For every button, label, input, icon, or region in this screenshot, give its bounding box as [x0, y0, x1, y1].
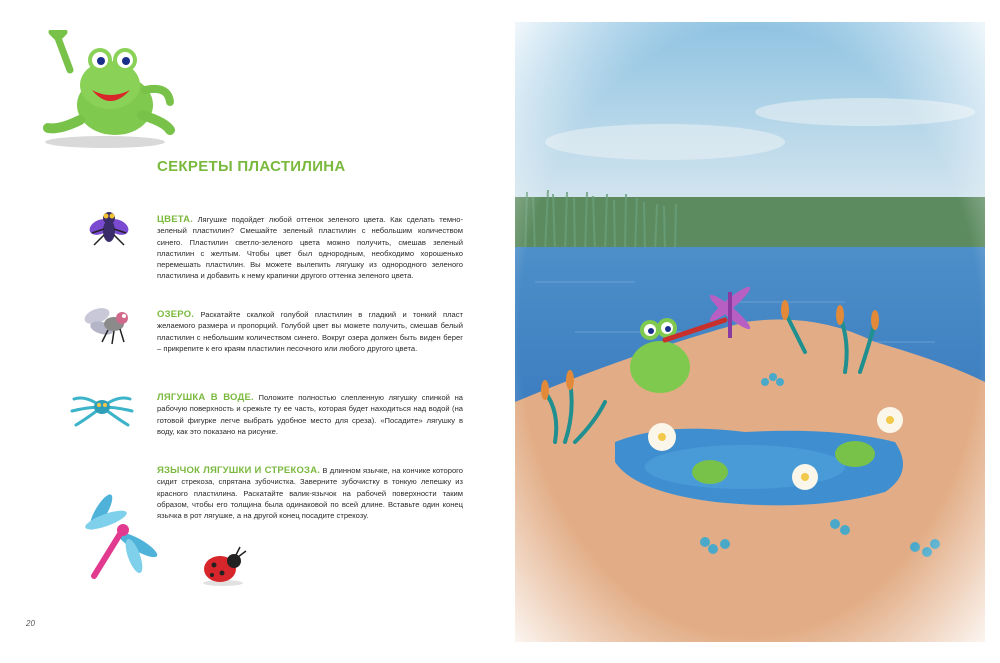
section-colors	[157, 214, 463, 282]
fly-icon	[86, 205, 132, 251]
page-number: 20	[26, 619, 35, 628]
section-lead: ЛЯГУШКА В ВОДЕ.	[157, 392, 254, 403]
plasticine-lake-photo	[515, 22, 985, 642]
section-text: Раскатайте скалкой голубой пластилин в гладкий и тонкий пласт желаемого размера и пропорций. Голубой цвет вы можете получить, смешав белый пластилин с небольшим количеством синего. Вокруг озера должен быть виден берег – прикрепите к его краям пластилин песочного или любого другого цвета.	[157, 310, 463, 353]
grey-fly-icon	[82, 298, 134, 348]
section-lead: ЦВЕТА.	[157, 214, 194, 225]
section-text: В длинном язычке, на кончике которого сидит стрекоза, спрятана зубочистка. Заверните зубочистку в тонкую лепешку из красного пластилина. Раскатайте валик-язычок на рабочей поверхности таким образом, чтобы его толщина была одинаковой по всей длине. Вставьте один конец язычка в рот лягушке, а на другой конец посадите стрекозу.	[157, 466, 463, 521]
waving-frog-illustration	[30, 30, 180, 150]
section-lead: ЯЗЫЧОК ЛЯГУШКИ И СТРЕКОЗА.	[157, 465, 321, 476]
section-lead: ОЗЕРО.	[157, 309, 195, 320]
section-text: Положите полностью слепленную лягушку спинкой на рабочую поверхность и срежьте ту ее часть, которая будет находиться над водой (на готовой фигурке легче выбрать удобное место для среза). «Посадите» лягушку в воду, как это показано на рисунке.	[157, 393, 463, 436]
section-tongue-dragonfly	[157, 465, 463, 521]
ladybug-icon	[198, 545, 248, 587]
section-frog-in-water	[157, 392, 463, 437]
section-lake	[157, 309, 463, 354]
water-spider-icon	[66, 385, 138, 431]
dragonfly-icon	[76, 490, 166, 586]
page-title: СЕКРЕТЫ ПЛАСТИЛИНА	[157, 158, 346, 175]
section-text: Лягушке подойдет любой оттенок зеленого цвета. Как сделать темно-зеленый пластилин? Смешайте зеленый пластилин с небольшим количеством синего. Пластилин светло-зеленого цвета можно получить, смешав зеленый пластилин с желтым. Чтобы цвет был однородным, необходимо хорошенько перемешать пластилин. Вы можете вылепить лягушку из однородного зеленого пластилина и добавить к нему крапинки другого оттенка зеленого цвета.	[157, 215, 463, 281]
